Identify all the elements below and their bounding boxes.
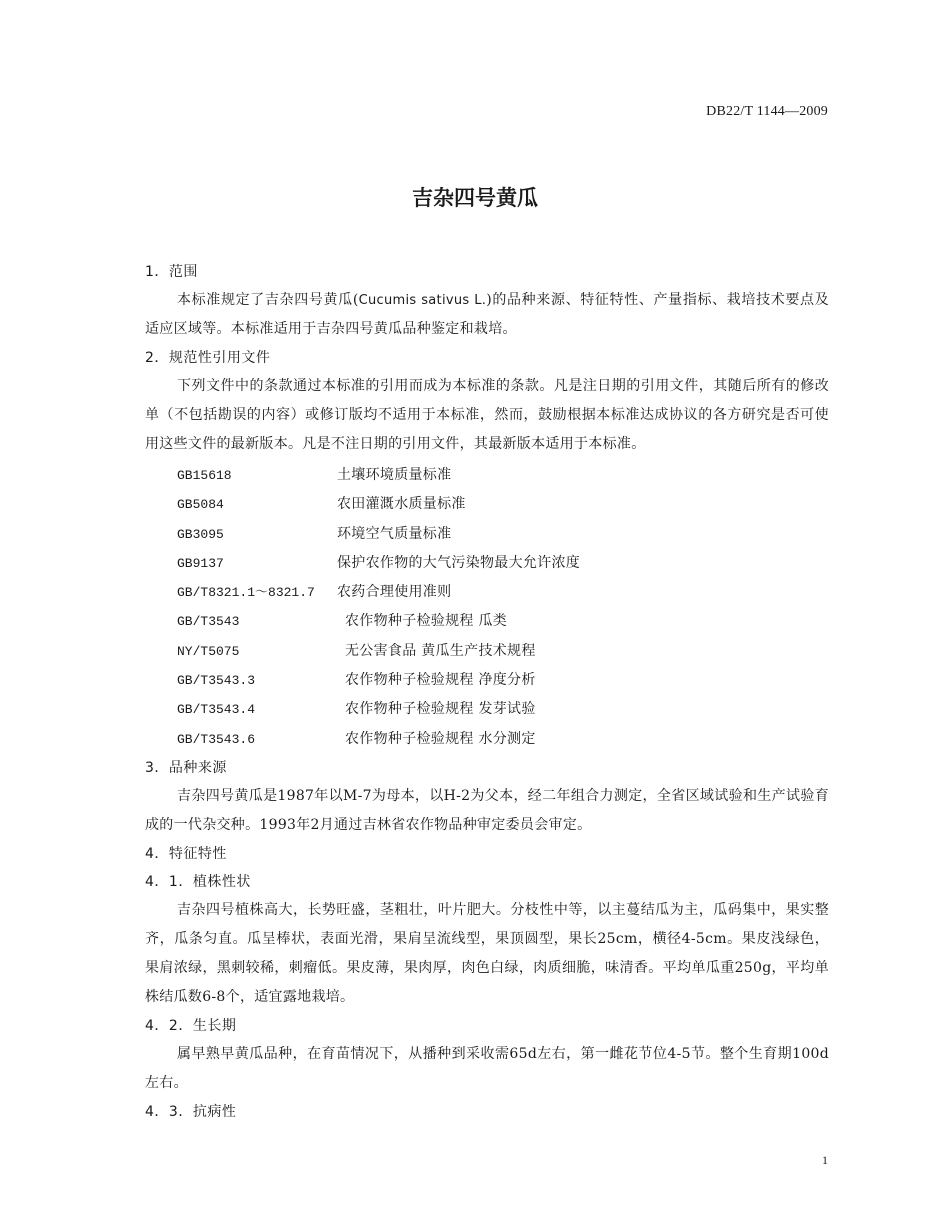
reference-title: 农药合理使用准则 — [337, 584, 452, 601]
reference-row — [145, 520, 829, 549]
section-3-paragraph: 吉杂四号黄瓜是1987年以M-7为母本，以H-2为父本，经二年组合力测定，全省区域试验和生产试验育成的一代杂交种。1993年2月通过吉林省农作物品种审定委员会审定。 — [145, 787, 829, 833]
section-4-1-heading: 4．1．植株性状 — [145, 873, 251, 890]
section-1-text-b: )的品种来源、特征特性、产量指标、栽培技术要点及适应区域等。本标准适用于吉杂四号黄瓜品种鉴定和栽培。 — [145, 292, 829, 337]
section-2-paragraph: 下列文件中的条款通过本标准的引用而成为本标准的条款。凡是注日期的引用文件，其随后所有的修改单（不包括勘误的内容）或修订版均不适用于本标准，然而，鼓励根据本标准达成协议的各方研究是否可使用这些文件的最新版本。凡是不注日期的引用文件，其最新版本适用于本标准。 — [145, 378, 829, 452]
section-3-heading: 3．品种来源 — [145, 759, 227, 776]
reference-title: 农田灌溉水质量标准 — [337, 496, 466, 513]
reference-code: GB3095 — [177, 526, 224, 542]
reference-row — [145, 666, 829, 695]
reference-code: GB5084 — [177, 497, 224, 513]
reference-title: 无公害食品 黄瓜生产技术规程 — [345, 642, 536, 659]
reference-code: GB/T3543.4 — [177, 702, 256, 718]
reference-title: 农作物种子检验规程 瓜类 — [345, 613, 508, 630]
section-1-heading: 1．范围 — [145, 264, 198, 280]
reference-row — [145, 695, 829, 724]
reference-code: GB/T8321.1～8321.7 — [177, 585, 315, 601]
reference-title: 环境空气质量标准 — [337, 525, 452, 542]
reference-title: 农作物种子检验规程 净度分析 — [345, 672, 536, 689]
reference-row — [145, 549, 829, 578]
latin-name: Cucumis sativus L. — [358, 293, 487, 308]
reference-title: 农作物种子检验规程 发芽试验 — [345, 701, 536, 718]
reference-code: GB9137 — [177, 555, 224, 571]
section-2-heading: 2．规范性引用文件 — [145, 350, 271, 366]
normative-reference-list — [145, 461, 829, 754]
section-4-2-heading: 4．2．生长期 — [145, 1017, 237, 1034]
document-body — [145, 258, 829, 1126]
section-1-paragraph — [145, 286, 829, 344]
reference-code: GB/T3543.6 — [177, 731, 256, 747]
reference-row — [145, 461, 829, 490]
reference-row — [145, 725, 829, 754]
section-4-heading: 4．特征特性 — [145, 845, 227, 862]
section-1-text-a: 本标准规定了吉杂四号黄瓜( — [177, 292, 359, 308]
reference-row — [145, 607, 829, 636]
reference-title: 农作物种子检验规程 水分测定 — [345, 730, 536, 747]
section-4-2-paragraph: 属早熟早黄瓜品种，在育苗情况下，从播种到采收需65d左右，第一雌花节位4-5节。整个生育期100d左右。 — [145, 1045, 829, 1091]
document-title: 吉杂四号黄瓜 — [412, 186, 538, 210]
reference-code: GB/T3543.3 — [177, 673, 256, 689]
reference-row — [145, 637, 829, 666]
reference-code: NY/T5075 — [177, 643, 240, 659]
reference-code: GB15618 — [177, 468, 232, 483]
reference-code: GB/T3543 — [177, 614, 240, 630]
section-4-3-heading: 4．3．抗病性 — [145, 1103, 237, 1120]
page-number: 1 — [822, 1153, 828, 1167]
standard-code: DB22/T 1144—2009 — [706, 104, 828, 119]
reference-row — [145, 490, 829, 519]
section-4-1-paragraph: 吉杂四号植株高大，长势旺盛，茎粗壮，叶片肥大。分枝性中等，以主蔓结瓜为主，瓜码集中，果实整齐，瓜条匀直。瓜呈棒状，表面光滑，果肩呈流线型，果顶圆型，果长25cm，横径4-5cm。果皮浅绿色，果肩浓绿，黑刺较稀，刺瘤低。果皮薄，果肉厚，肉色白绿，肉质细脆，味清香。平均单瓜重250g，平均单株结瓜数6-8个，适宜露地栽培。 — [145, 901, 829, 1005]
reference-title: 土壤环境质量标准 — [337, 467, 452, 483]
reference-row — [145, 578, 829, 607]
reference-title: 保护农作物的大气污染物最大允许浓度 — [337, 554, 581, 571]
